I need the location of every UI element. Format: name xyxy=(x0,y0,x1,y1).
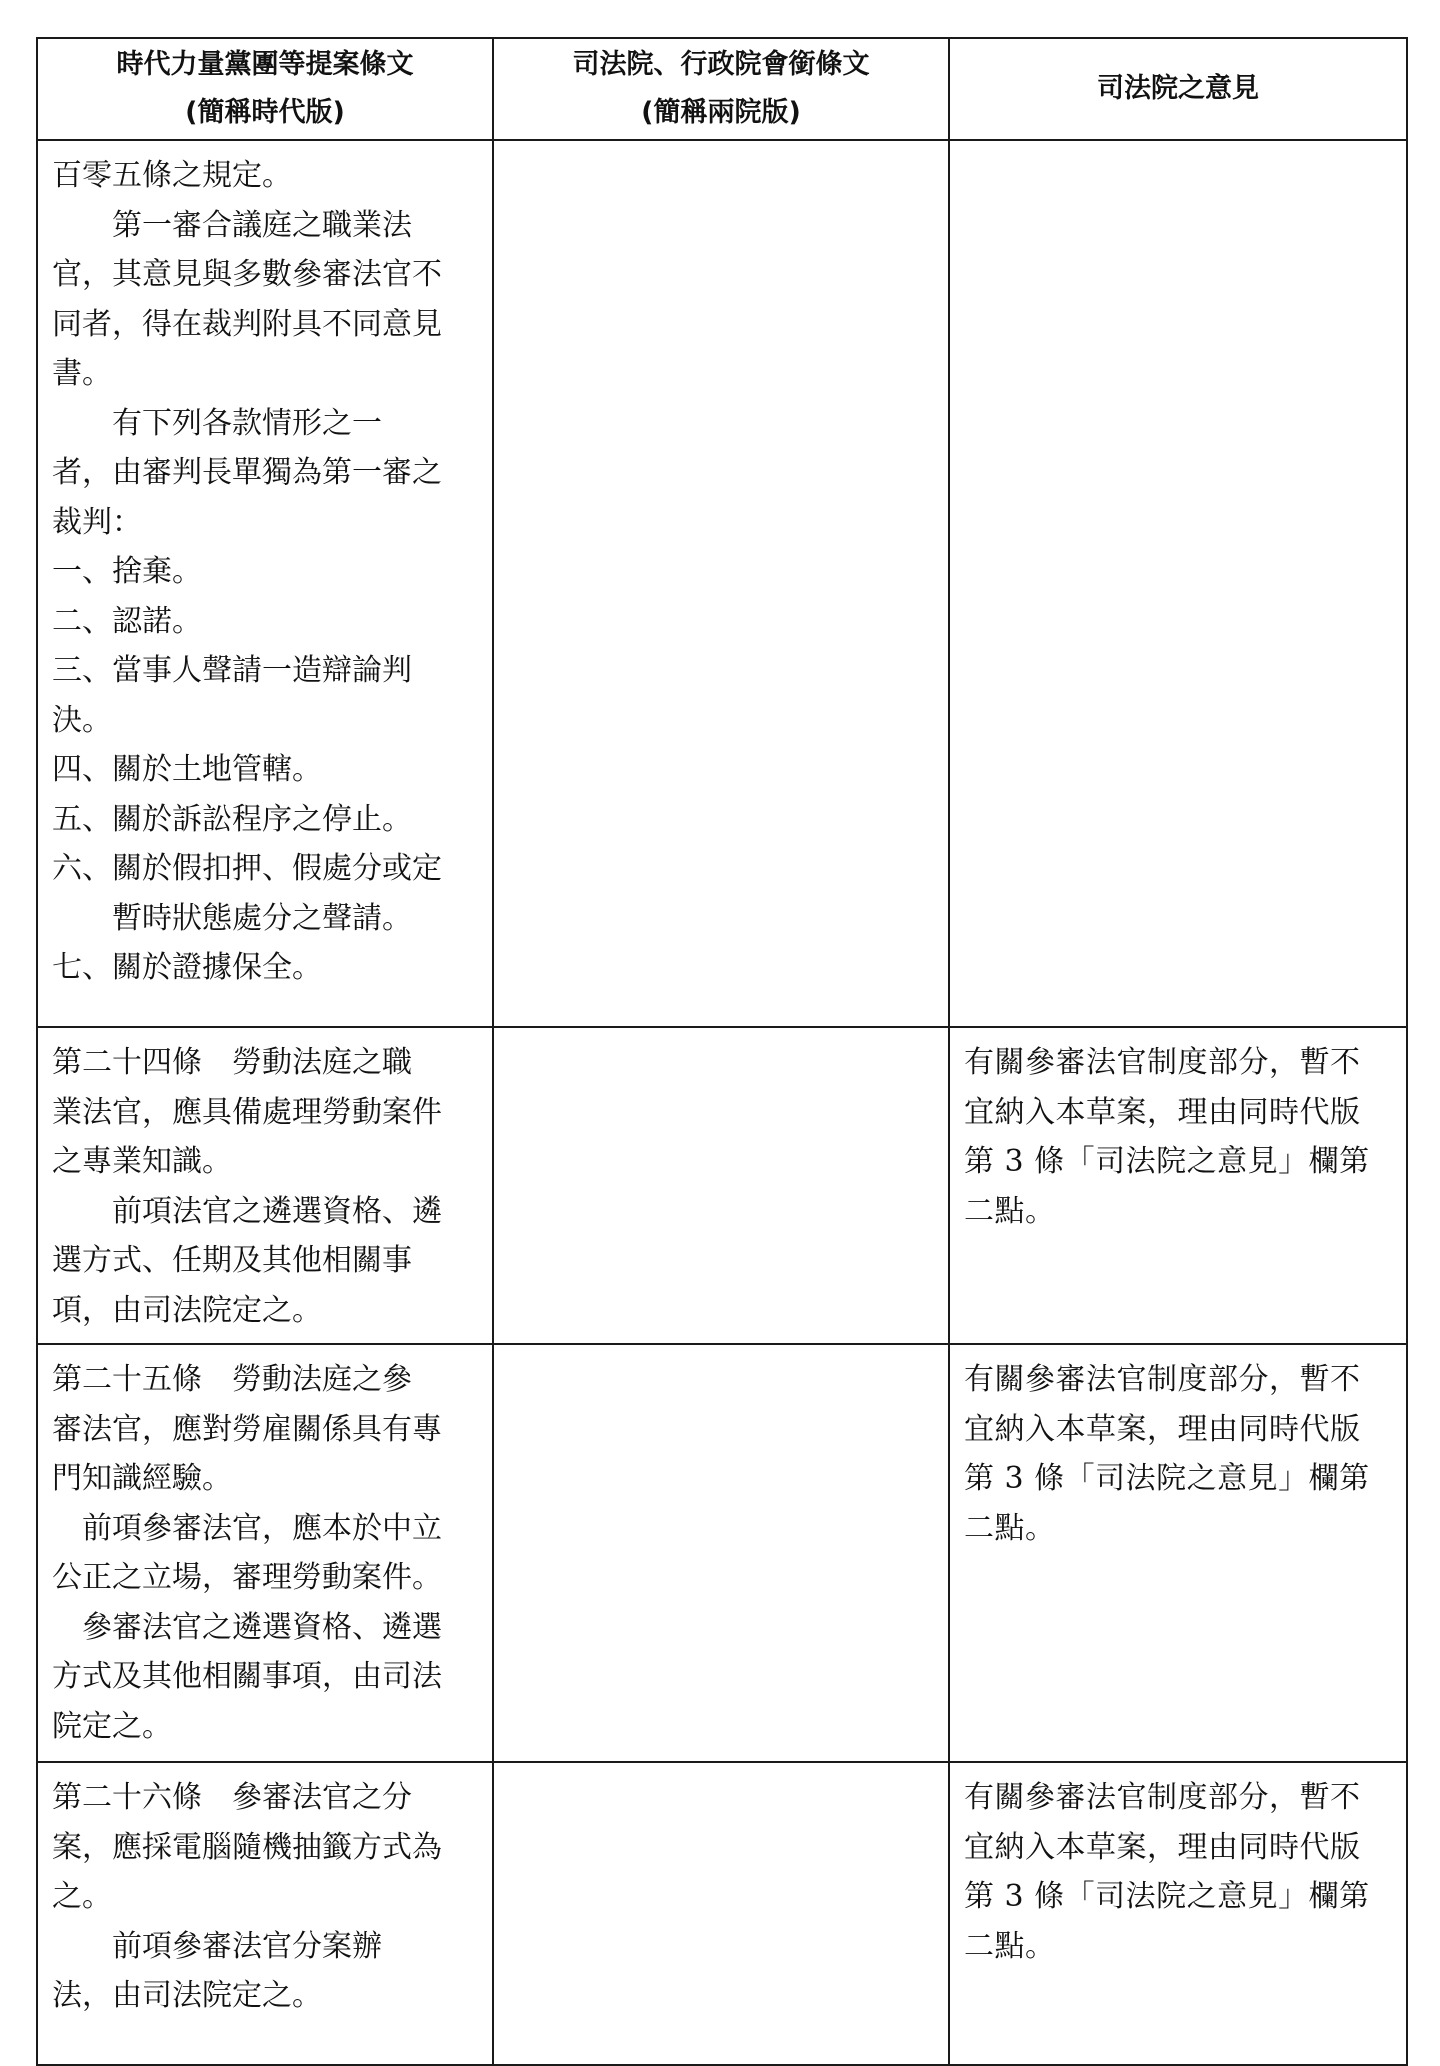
text-line: 案，應採電腦隨機抽籤方式為 xyxy=(52,1829,442,1865)
text-line: 選方式、任期及其他相關事 xyxy=(52,1243,412,1278)
opinion-cell xyxy=(949,1762,1407,2065)
header-line: (簡稱時代版) xyxy=(185,97,345,128)
two-branches-cell xyxy=(493,1027,949,1344)
proposal-cell xyxy=(37,1027,493,1344)
text-line: 書。 xyxy=(52,356,112,391)
text-line: 法，由司法院定之。 xyxy=(52,1978,322,2013)
text-line: 七、關於證據保全。 xyxy=(52,950,322,985)
text-line: 有下列各款情形之一 xyxy=(52,405,382,441)
text-line: 二、認諾。 xyxy=(52,603,202,639)
proposal-cell xyxy=(37,1344,493,1762)
text-line: 第二十六條 參審法官之分 xyxy=(52,1780,412,1815)
opinion-cell xyxy=(949,1344,1407,1762)
text-line: 前項參審法官分案辦 xyxy=(52,1928,382,1964)
two-branches-cell xyxy=(493,1762,949,2065)
text-line: 第二十五條 勞動法庭之參 xyxy=(52,1362,412,1397)
text-line: 第二十四條 勞動法庭之職 xyxy=(52,1045,412,1080)
table-row xyxy=(37,140,1407,1027)
two-branches-cell xyxy=(493,140,949,1027)
header-line: 司法院之意見 xyxy=(1097,73,1259,104)
text-line: 二點。 xyxy=(964,1193,1056,1229)
opinion-cell xyxy=(949,140,1407,1027)
text-line: 第 3 條「司法院之意見」欄第 xyxy=(964,1461,1370,1496)
header-line: 時代力量黨團等提案條文 xyxy=(116,49,414,80)
text-line: 第 3 條「司法院之意見」欄第 xyxy=(964,1144,1370,1179)
comparison-table xyxy=(36,37,1408,2066)
table-row xyxy=(37,1344,1407,1762)
text-line: 前項法官之遴選資格、遴 xyxy=(52,1193,442,1229)
text-line: 院定之。 xyxy=(52,1708,172,1744)
text-line: 宜納入本草案，理由同時代版 xyxy=(964,1411,1361,1447)
header-two-branches xyxy=(493,38,949,140)
text-line: 百零五條之規定。 xyxy=(52,158,292,193)
text-line: 三、當事人聲請一造辯論判 xyxy=(52,653,412,688)
text-line: 項，由司法院定之。 xyxy=(52,1292,322,1328)
table-row xyxy=(37,1762,1407,2065)
table-row xyxy=(37,1027,1407,1344)
opinion-cell xyxy=(949,1027,1407,1344)
text-line: 之。 xyxy=(52,1879,112,1914)
text-line: 有關參審法官制度部分，暫不 xyxy=(964,1362,1361,1397)
text-line: 之專業知識。 xyxy=(52,1144,232,1179)
text-line: 一、捨棄。 xyxy=(52,554,202,589)
text-line: 公正之立場，審理勞動案件。 xyxy=(52,1560,442,1595)
header-line: (簡稱兩院版) xyxy=(641,97,801,128)
text-line: 有關參審法官制度部分，暫不 xyxy=(964,1780,1361,1815)
header-proposal xyxy=(37,38,493,140)
text-line: 四、關於土地管轄。 xyxy=(52,752,322,787)
text-line: 第一審合議庭之職業法 xyxy=(52,207,412,243)
text-line: 宜納入本草案，理由同時代版 xyxy=(964,1829,1361,1865)
text-line: 有關參審法官制度部分，暫不 xyxy=(964,1045,1361,1080)
text-line: 同者，得在裁判附具不同意見 xyxy=(52,306,442,342)
header-opinion xyxy=(949,38,1407,140)
text-line: 業法官，應具備處理勞動案件 xyxy=(52,1094,442,1130)
text-line: 者，由審判長單獨為第一審之 xyxy=(52,455,442,490)
text-line: 宜納入本草案，理由同時代版 xyxy=(964,1094,1361,1130)
two-branches-cell xyxy=(493,1344,949,1762)
text-line: 裁判： xyxy=(52,504,142,540)
text-line: 五、關於訴訟程序之停止。 xyxy=(52,801,412,837)
text-line: 前項參審法官，應本於中立 xyxy=(52,1510,442,1546)
text-line: 方式及其他相關事項，由司法 xyxy=(52,1659,442,1694)
proposal-cell xyxy=(37,140,493,1027)
proposal-cell xyxy=(37,1762,493,2065)
text-line: 官，其意見與多數參審法官不 xyxy=(52,257,442,292)
text-line: 暫時狀態處分之聲請。 xyxy=(52,900,412,936)
text-line: 第 3 條「司法院之意見」欄第 xyxy=(964,1879,1370,1914)
text-line: 二點。 xyxy=(964,1928,1056,1964)
header-line: 司法院、行政院會銜條文 xyxy=(572,49,870,80)
text-line: 參審法官之遴選資格、遴選 xyxy=(52,1609,442,1645)
text-line: 決。 xyxy=(52,702,112,738)
text-line: 六、關於假扣押、假處分或定 xyxy=(52,851,442,886)
text-line: 審法官，應對勞雇關係具有專 xyxy=(52,1411,442,1447)
text-line: 門知識經驗。 xyxy=(52,1461,232,1496)
table-header-row xyxy=(37,38,1407,140)
text-line: 二點。 xyxy=(964,1510,1056,1546)
